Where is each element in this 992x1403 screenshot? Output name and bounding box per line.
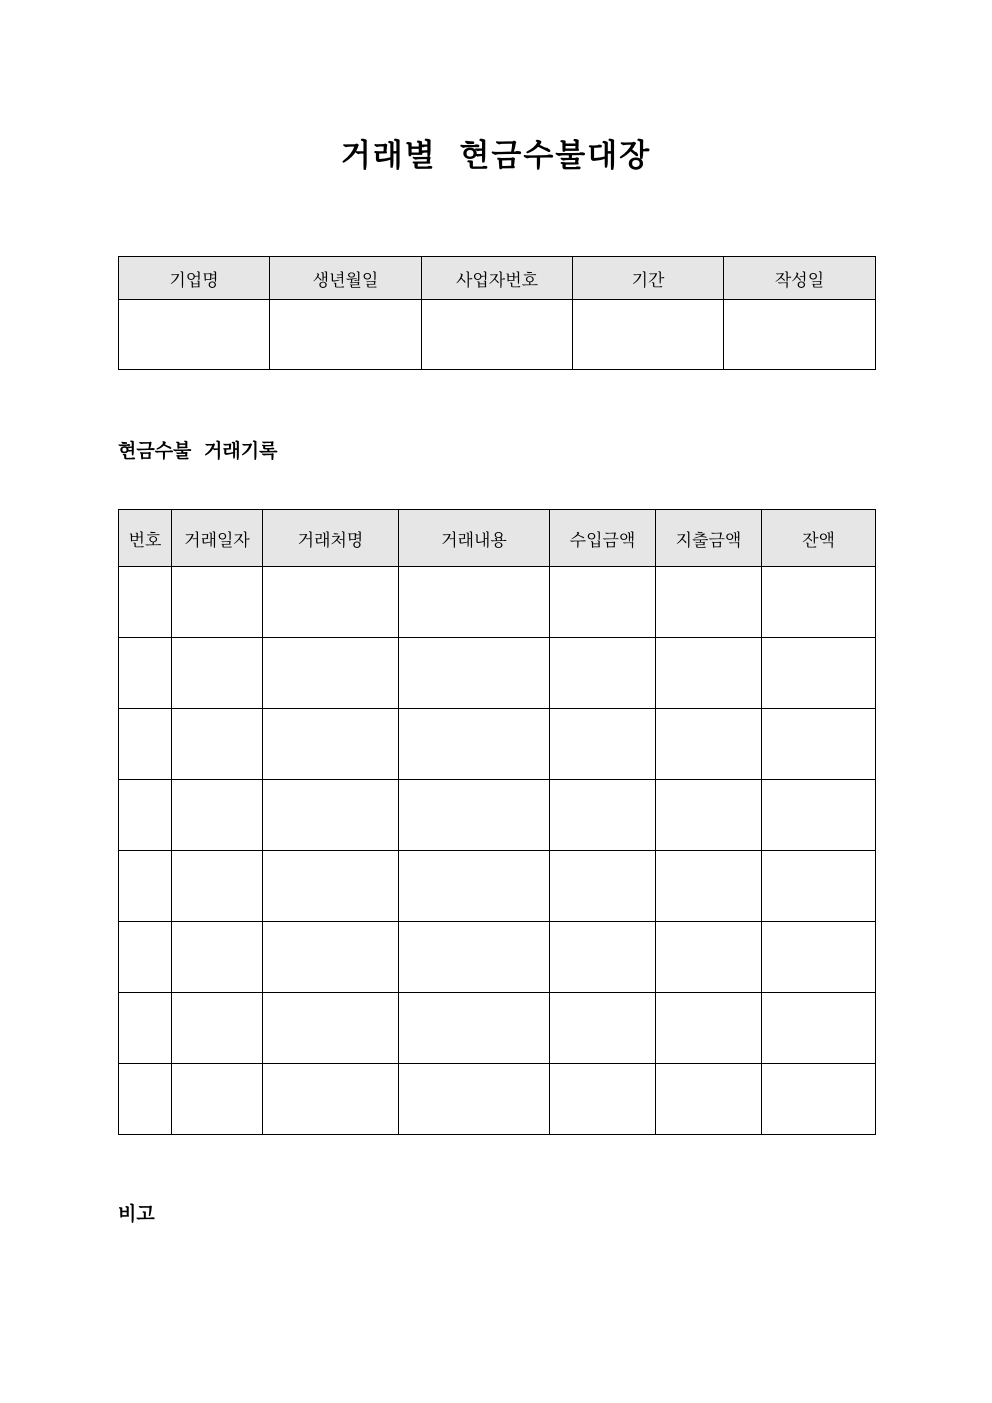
description-cell[interactable] [399, 993, 550, 1064]
counterparty-cell[interactable] [263, 638, 399, 709]
transaction-date-cell[interactable] [172, 638, 263, 709]
income-cell[interactable] [550, 1064, 656, 1135]
balance-cell[interactable] [762, 780, 876, 851]
balance-cell[interactable] [762, 567, 876, 638]
transaction-date-cell[interactable] [172, 993, 263, 1064]
date-written-cell[interactable] [724, 300, 876, 370]
table-row [119, 709, 876, 780]
balance-cell[interactable] [762, 922, 876, 993]
income-cell[interactable] [550, 638, 656, 709]
records-section-heading: 현금수불 거래기록 [118, 440, 278, 462]
header-number: 번호 [119, 510, 172, 567]
counterparty-cell[interactable] [263, 780, 399, 851]
transaction-date-cell[interactable] [172, 922, 263, 993]
counterparty-cell[interactable] [263, 851, 399, 922]
description-cell[interactable] [399, 638, 550, 709]
expense-cell[interactable] [656, 638, 762, 709]
table-row [119, 638, 876, 709]
balance-cell[interactable] [762, 851, 876, 922]
description-cell[interactable] [399, 1064, 550, 1135]
description-cell[interactable] [399, 851, 550, 922]
expense-cell[interactable] [656, 993, 762, 1064]
income-cell[interactable] [550, 780, 656, 851]
counterparty-cell[interactable] [263, 709, 399, 780]
number-cell[interactable] [119, 993, 172, 1064]
header-date-written: 작성일 [724, 257, 876, 300]
table-row [119, 993, 876, 1064]
expense-cell[interactable] [656, 1064, 762, 1135]
period-cell[interactable] [573, 300, 724, 370]
balance-cell[interactable] [762, 993, 876, 1064]
income-cell[interactable] [550, 993, 656, 1064]
expense-cell[interactable] [656, 851, 762, 922]
transaction-records-table [118, 509, 876, 1135]
company-info-input-row [119, 300, 876, 370]
transaction-date-cell[interactable] [172, 780, 263, 851]
remarks-heading: 비고 [118, 1203, 155, 1225]
expense-cell[interactable] [656, 922, 762, 993]
transaction-date-cell[interactable] [172, 709, 263, 780]
number-cell[interactable] [119, 780, 172, 851]
income-cell[interactable] [550, 567, 656, 638]
records-body [119, 567, 876, 1135]
header-transaction-date: 거래일자 [172, 510, 263, 567]
income-cell[interactable] [550, 709, 656, 780]
header-counterparty: 거래처명 [263, 510, 399, 567]
description-cell[interactable] [399, 709, 550, 780]
counterparty-cell[interactable] [263, 567, 399, 638]
expense-cell[interactable] [656, 780, 762, 851]
number-cell[interactable] [119, 1064, 172, 1135]
number-cell[interactable] [119, 851, 172, 922]
header-expense: 지출금액 [656, 510, 762, 567]
header-business-number: 사업자번호 [422, 257, 573, 300]
transaction-date-cell[interactable] [172, 567, 263, 638]
table-row [119, 780, 876, 851]
expense-cell[interactable] [656, 567, 762, 638]
number-cell[interactable] [119, 709, 172, 780]
header-birth-date: 생년월일 [270, 257, 422, 300]
number-cell[interactable] [119, 567, 172, 638]
company-info-header-row [119, 257, 876, 300]
table-row [119, 567, 876, 638]
balance-cell[interactable] [762, 1064, 876, 1135]
header-balance: 잔액 [762, 510, 876, 567]
expense-cell[interactable] [656, 709, 762, 780]
table-row [119, 922, 876, 993]
balance-cell[interactable] [762, 638, 876, 709]
counterparty-cell[interactable] [263, 922, 399, 993]
description-cell[interactable] [399, 567, 550, 638]
table-row [119, 851, 876, 922]
header-description: 거래내용 [399, 510, 550, 567]
business-number-cell[interactable] [422, 300, 573, 370]
description-cell[interactable] [399, 780, 550, 851]
page-title: 거래별 현금수불대장 [340, 138, 652, 174]
counterparty-cell[interactable] [263, 993, 399, 1064]
number-cell[interactable] [119, 922, 172, 993]
header-income: 수입금액 [550, 510, 656, 567]
transaction-date-cell[interactable] [172, 1064, 263, 1135]
counterparty-cell[interactable] [263, 1064, 399, 1135]
company-name-cell[interactable] [119, 300, 270, 370]
income-cell[interactable] [550, 851, 656, 922]
header-period: 기간 [573, 257, 724, 300]
number-cell[interactable] [119, 638, 172, 709]
header-company-name: 기업명 [119, 257, 270, 300]
records-header-row [119, 510, 876, 567]
company-info-table [118, 256, 876, 370]
birth-date-cell[interactable] [270, 300, 422, 370]
description-cell[interactable] [399, 922, 550, 993]
income-cell[interactable] [550, 922, 656, 993]
transaction-date-cell[interactable] [172, 851, 263, 922]
table-row [119, 1064, 876, 1135]
balance-cell[interactable] [762, 709, 876, 780]
